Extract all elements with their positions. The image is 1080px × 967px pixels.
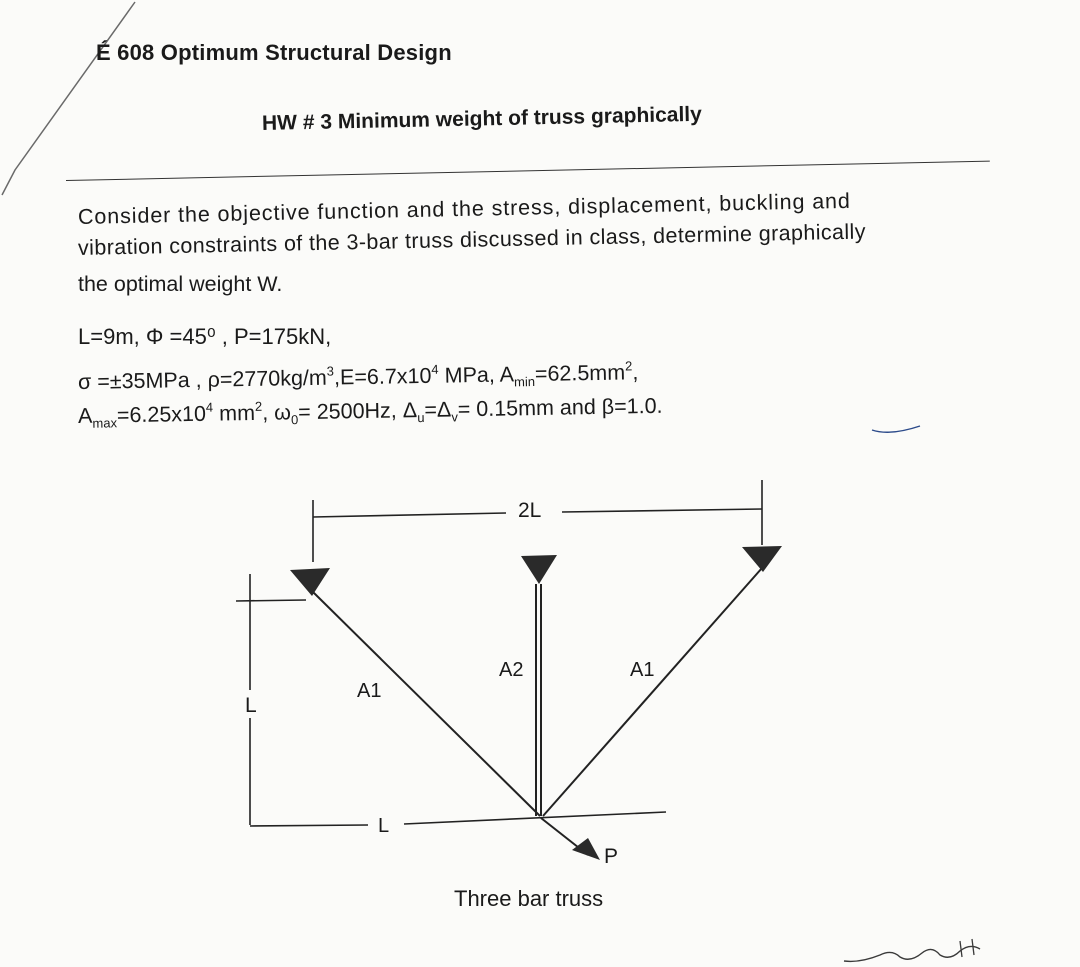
given-line-1: L=9m, Φ =45⁰ , P=175kN, <box>78 324 332 349</box>
given-amax-unit-exp: 2 <box>254 398 263 414</box>
given-delta-val: = 0.15mm and β=1.0. <box>457 393 663 422</box>
given-dv-sub: v <box>451 409 459 425</box>
given-amin-tail: , <box>632 360 639 385</box>
given-e-unit: MPa, A <box>438 362 515 388</box>
given-sigma: σ =±35MPa , ρ=2770kg/m <box>77 365 328 394</box>
label-load: P <box>604 845 619 868</box>
label-dim-bottom: L <box>378 815 390 837</box>
given-amax-a: A <box>77 403 93 428</box>
given-delta-eq: =Δ <box>424 397 452 422</box>
label-bar-right: A1 <box>630 659 655 681</box>
support-level-line <box>236 600 306 601</box>
given-omega-sub: 0 <box>290 412 299 428</box>
given-amax-exp: 4 <box>205 399 214 415</box>
given-du-sub: u <box>417 409 425 426</box>
label-bar-left: A1 <box>357 680 382 702</box>
given-amax-unit: mm <box>212 400 256 426</box>
bar-left <box>313 592 540 816</box>
given-amin-exp: 2 <box>624 358 633 374</box>
dimension-line-bottom-left <box>250 825 368 826</box>
problem-line-1: Consider the objective function and the stress, displacement, buckling and <box>77 188 852 229</box>
support-left <box>290 568 330 596</box>
support-right <box>742 546 782 572</box>
problem-line-3: the optimal weight W. <box>78 272 283 296</box>
support-middle <box>521 555 557 584</box>
given-amax-val: =6.25x10 <box>116 401 207 428</box>
label-bar-middle: A2 <box>499 659 524 681</box>
given-omega-val: = 2500Hz, Δ <box>297 398 418 425</box>
problem-line-2: vibration constraints of the 3-bar truss discussed in class, determine graphically <box>77 219 867 260</box>
dimension-line-top-right <box>562 509 762 512</box>
label-dim-left: L <box>245 694 257 717</box>
bar-right <box>543 568 762 816</box>
given-amin-sub: min <box>513 374 536 390</box>
homework-title: HW # 3 Minimum weight of truss graphically <box>261 102 703 135</box>
figure-caption: Three bar truss <box>454 886 604 911</box>
given-e-mod: ,E=6.7x10 <box>333 363 432 390</box>
label-dim-top: 2L <box>518 499 542 522</box>
handwritten-signature-scribble <box>840 935 990 967</box>
load-arrow-head <box>572 838 600 860</box>
given-e-exp: 4 <box>431 361 439 377</box>
course-title: É 608 Optimum Structural Design <box>96 40 452 65</box>
dimension-line-top <box>313 513 506 517</box>
given-amin-val: =62.5mm <box>534 360 626 387</box>
given-amax-sub: max <box>92 415 118 431</box>
given-sigma-exp: 3 <box>326 363 335 379</box>
given-omega: , ω <box>262 400 292 425</box>
